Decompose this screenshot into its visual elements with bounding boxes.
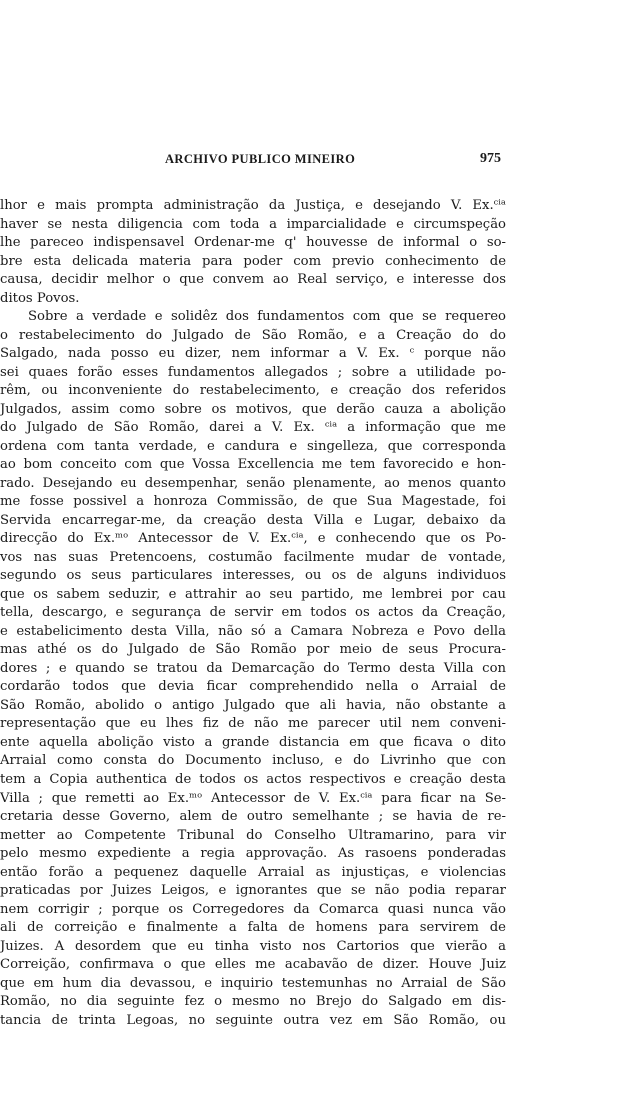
text-line: sei quaes forão esses fundamentos allegados ; sobre a utilidade po- <box>0 364 506 380</box>
text-line: Correição, confirmava o que elles me acabavão de dizer. Houve Juiz <box>0 957 506 973</box>
text-line: Servida encarregar-me, da creação desta Villa e Lugar, debaixo da <box>0 512 506 528</box>
text-line: ali de correição e finalmente a falta de homens para servirem de <box>0 920 506 936</box>
text-line: Salgado, nada posso eu dizer, nem informar a V. Ex. ᶜ porque não <box>0 346 506 362</box>
text-line: ordena com tanta verdade, e candura e singelleza, que corresponda <box>0 438 506 454</box>
body-text <box>0 197 506 1030</box>
text-line: tella, descargo, e segurança de servir em todos os actos da Creação, <box>0 605 506 621</box>
text-line: São Romão, abolido o antigo Julgado que ali havia, não obstante a <box>0 697 506 713</box>
text-line: e estabelicimento desta Villa, não só a Camara Nobreza e Povo della <box>0 623 506 639</box>
text-line: vos nas suas Pretencoens, costumão facilmente mudar de vontade, <box>0 549 506 565</box>
text-line: haver se nesta diligencia com toda a imparcialidade e circumspeção <box>0 216 506 232</box>
text-line: dores ; e quando se tratou da Demarcação do Termo desta Villa con <box>0 660 506 676</box>
text-line: me fosse possivel a honroza Commissão, de que Sua Magestade, foi <box>0 494 506 510</box>
text-line: mas athé os do Julgado de São Romão por meio de seus Procura- <box>0 642 506 658</box>
page-number: 975 <box>480 151 501 166</box>
text-line: rêm, ou inconveniente do restabelecimento, e creação dos referidos <box>0 383 506 399</box>
text-line: rado. Desejando eu desempenhar, senão plenamente, ao menos quanto <box>0 475 506 491</box>
running-header <box>0 152 620 174</box>
text-line: tem a Copia authentica de todos os actos respectivos e creação desta <box>0 771 506 787</box>
text-line: pelo mesmo expediente a regia approvação. As rasoens ponderadas <box>0 846 506 862</box>
text-line: Sobre a verdade e solidêz dos fundamentos com que se requereo <box>28 309 506 325</box>
text-line: lhor e mais prompta administração da Justiça, e desejando V. Ex.ᶜⁱᵃ <box>0 198 506 213</box>
text-line: Romão, no dia seguinte fez o mesmo no Brejo do Salgado em dis- <box>0 994 506 1010</box>
header-title: ARCHIVO PUBLICO MINEIRO <box>165 152 356 166</box>
text-line: metter ao Competente Tribunal do Conselho Ultramarino, para vir <box>0 827 506 843</box>
text-line: direcção do Ex.ᵐᵒ Antecessor de V. Ex.ᶜⁱᵃ, e conhecendo que os Po- <box>0 531 506 547</box>
text-line: Julgados, assim como sobre os motivos, que derão cauza a abolição <box>0 401 506 417</box>
text-line: segundo os seus particulares interesses, ou os de alguns individuos <box>0 568 506 584</box>
text-line: Arraial como consta do Documento incluso, e do Livrinho que con <box>0 753 506 769</box>
text-line: então forão a pequenez daquelle Arraial as injustiças, e violencias <box>0 864 506 880</box>
text-line: causa, decidir melhor o que convem ao Real serviço, e interesse dos <box>0 272 506 288</box>
text-line: Villa ; que remetti ao Ex.ᵐᵒ Antecessor de V. Ex.ᶜⁱᵃ para ficar na Se- <box>0 790 506 806</box>
text-line: cordarão todos que devia ficar comprehendido nella o Arraial de <box>0 679 506 695</box>
text-line: representação que eu lhes fiz de não me parecer util nem conveni- <box>0 716 506 732</box>
text-line: o restabelecimento do Julgado de São Romão, e a Creação do do <box>0 327 506 343</box>
text-line: que em hum dia devassou, e inquirio testemunhas no Arraial de São <box>0 975 506 991</box>
text-line: nem corrigir ; porque os Corregedores da Comarca quasi nunca vão <box>0 901 506 917</box>
text-line: cretaria desse Governo, alem de outro semelhante ; se havia de re- <box>0 809 506 825</box>
text-line: bre esta delicada materia para poder com previo conhecimento de <box>0 253 506 269</box>
text-line: que os sabem seduzir, e attrahir ao seu partido, me lembrei por cau <box>0 586 506 602</box>
text-line: lhe pareceo indispensavel Ordenar-me q' houvesse de informal o so- <box>0 235 506 251</box>
text-line: do Julgado de São Romão, darei a V. Ex. ᶜⁱᵃ a informação que me <box>0 420 506 436</box>
text-line: Juizes. A desordem que eu tinha visto nos Cartorios que vierão a <box>0 938 506 954</box>
text-line: ao bom conceito com que Vossa Excellencia me tem favorecido e hon- <box>0 457 506 473</box>
text-line: tancia de trinta Legoas, no seguinte outra vez em São Romão, ou <box>0 1012 506 1028</box>
text-line: praticadas por Juizes Leigos, e ignorantes que se não podia reparar <box>0 883 506 899</box>
text-line: ente aquella abolição visto a grande distancia em que ficava o dito <box>0 734 506 750</box>
text-line: ditos Povos. <box>0 290 80 306</box>
